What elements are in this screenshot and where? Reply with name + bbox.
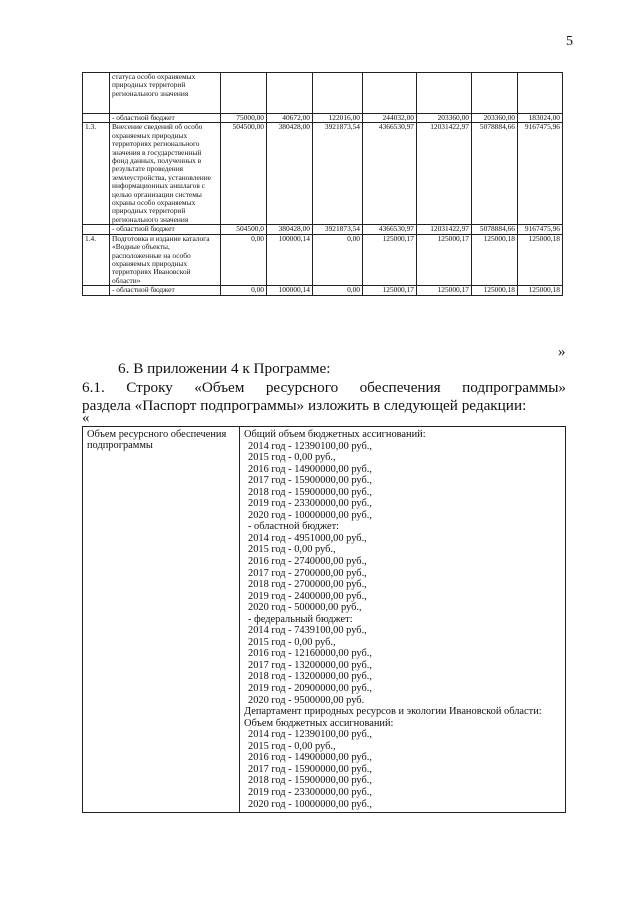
value-cell: 244032,00 bbox=[363, 114, 417, 123]
resource-values bbox=[240, 427, 566, 813]
resource-line: 2014 год - 4951000,00 руб., bbox=[248, 532, 367, 544]
value-cell: 122016,00 bbox=[313, 114, 363, 123]
resource-line: 2020 год - 500000,00 руб., bbox=[248, 602, 362, 614]
resource-line: 2019 год - 23300000,00 руб., bbox=[248, 498, 372, 510]
resource-line: 2019 год - 2400000,00 руб., bbox=[248, 590, 367, 602]
value-cell: 9167475,96 bbox=[518, 225, 563, 234]
paragraph-section-6-1-cont: раздела «Паспорт подпрограммы» изложить в следующей редакции: bbox=[82, 397, 527, 414]
value-cell bbox=[518, 73, 563, 114]
paragraph-section-6-1: 6.1. Строку «Объем ресурсного обеспечения подпрограммы» bbox=[82, 379, 566, 396]
value-cell: 0,00 bbox=[313, 234, 363, 285]
resource-line: 2014 год - 12390100,00 руб., bbox=[248, 729, 372, 741]
value-cell: 125000,17 bbox=[363, 286, 417, 295]
row-number: 1.4. bbox=[83, 234, 110, 285]
value-cell: 4366530,97 bbox=[363, 225, 417, 234]
resource-label: Объем ресурсного обеспечения подпрограммы bbox=[83, 427, 240, 813]
table-row bbox=[83, 123, 563, 225]
resource-line: 2016 год - 12160000,00 руб., bbox=[248, 648, 372, 660]
row-number bbox=[83, 73, 110, 114]
value-cell: 125000,17 bbox=[417, 286, 472, 295]
value-cell: 5078884,66 bbox=[472, 123, 518, 225]
resource-line: 2016 год - 2740000,00 руб., bbox=[248, 556, 367, 568]
resource-line: Общий объем бюджетных ассигнований: bbox=[244, 429, 426, 440]
resource-line: 2018 год - 15900000,00 руб., bbox=[248, 775, 372, 787]
opening-quote: « bbox=[82, 410, 90, 426]
value-cell: 0,00 bbox=[221, 286, 267, 295]
resource-line: 2015 год - 0,00 руб., bbox=[248, 544, 336, 556]
resource-line: 2018 год - 2700000,00 руб., bbox=[248, 579, 367, 591]
value-cell: 125000,17 bbox=[363, 234, 417, 285]
row-number bbox=[83, 286, 110, 295]
value-cell: 9167475,96 bbox=[518, 123, 563, 225]
value-cell: 125000,17 bbox=[417, 234, 472, 285]
row-name: - областной бюджет bbox=[110, 286, 221, 295]
row-name: статуса особо охраняемых природных территорий регионального значения bbox=[110, 73, 221, 114]
value-cell bbox=[363, 73, 417, 114]
resource-line: 2017 год - 15900000,00 руб., bbox=[248, 475, 372, 487]
value-cell bbox=[221, 73, 267, 114]
value-cell: 3921873,54 bbox=[313, 225, 363, 234]
value-cell: 12031422,97 bbox=[417, 225, 472, 234]
resource-table bbox=[82, 426, 566, 813]
resource-line: 2020 год - 9500000,00 руб. bbox=[248, 694, 365, 706]
resource-line: 2017 год - 13200000,00 руб., bbox=[248, 659, 372, 671]
resource-line: Объем бюджетных ассигнований: bbox=[244, 717, 394, 729]
value-cell: 12031422,97 bbox=[417, 123, 472, 225]
row-name: - областной бюджет bbox=[110, 114, 221, 123]
resource-line: 2016 год - 14900000,00 руб., bbox=[248, 752, 372, 764]
value-cell bbox=[472, 73, 518, 114]
value-cell: 380428,00 bbox=[267, 123, 313, 225]
value-cell bbox=[267, 73, 313, 114]
value-cell: 125000,18 bbox=[472, 234, 518, 285]
resource-line: 2020 год - 10000000,00 руб., bbox=[248, 509, 372, 521]
value-cell: 4366530,97 bbox=[363, 123, 417, 225]
value-cell bbox=[417, 73, 472, 114]
value-cell: 75000,00 bbox=[221, 114, 267, 123]
paragraph-section-6: 6. В приложении 4 к Программе: bbox=[118, 360, 331, 377]
value-cell: 5078884,66 bbox=[472, 225, 518, 234]
resource-line: Департамент природных ресурсов и экологии Ивановской области: bbox=[244, 706, 542, 718]
resource-line: 2019 год - 20900000,00 руб., bbox=[248, 683, 372, 695]
value-cell: 125000,18 bbox=[518, 234, 563, 285]
resource-line: 2020 год - 10000000,00 руб., bbox=[248, 798, 372, 810]
value-cell: 125000,18 bbox=[518, 286, 563, 295]
value-cell: 0,00 bbox=[313, 286, 363, 295]
resource-line: 2014 год - 12390100,00 руб., bbox=[248, 440, 372, 452]
row-name: - областной бюджет bbox=[110, 225, 221, 234]
resource-line: 2017 год - 2700000,00 руб., bbox=[248, 567, 367, 579]
value-cell: 3921873,54 bbox=[313, 123, 363, 225]
resource-line: 2016 год - 14900000,00 руб., bbox=[248, 463, 372, 475]
resource-line: - областной бюджет: bbox=[248, 521, 340, 533]
resource-line: 2014 год - 7439100,00 руб., bbox=[248, 625, 367, 637]
resource-row bbox=[83, 427, 566, 813]
table-row bbox=[83, 286, 563, 295]
resource-line: 2015 год - 0,00 руб., bbox=[248, 636, 336, 648]
value-cell: 380428,00 bbox=[267, 225, 313, 234]
table-row bbox=[83, 73, 563, 114]
resource-line: 2017 год - 15900000,00 руб., bbox=[248, 763, 372, 775]
value-cell: 40672,00 bbox=[267, 114, 313, 123]
row-number bbox=[83, 114, 110, 123]
resource-line: - федеральный бюджет: bbox=[248, 613, 353, 625]
value-cell: 203360,00 bbox=[472, 114, 518, 123]
value-cell: 100000,14 bbox=[267, 286, 313, 295]
value-cell: 125000,18 bbox=[472, 286, 518, 295]
row-number bbox=[83, 225, 110, 234]
value-cell: 183024,00 bbox=[518, 114, 563, 123]
funding-table bbox=[82, 72, 563, 296]
resource-line: 2015 год - 0,00 руб., bbox=[248, 452, 336, 464]
table-row bbox=[83, 225, 563, 234]
value-cell: 100000,14 bbox=[267, 234, 313, 285]
value-cell bbox=[313, 73, 363, 114]
value-cell: 504500,00 bbox=[221, 123, 267, 225]
value-cell: 504500,0 bbox=[221, 225, 267, 234]
row-name: Подготовка и издание каталога «Водные объекты, расположенные на особо охраняемых природных территориях Ивановской области» bbox=[110, 234, 221, 285]
resource-line: 2018 год - 13200000,00 руб., bbox=[248, 671, 372, 683]
row-number: 1.3. bbox=[83, 123, 110, 225]
table-row bbox=[83, 234, 563, 285]
value-cell: 203360,00 bbox=[417, 114, 472, 123]
resource-line: 2019 год - 23300000,00 руб., bbox=[248, 786, 372, 798]
value-cell: 0,00 bbox=[221, 234, 267, 285]
closing-quote: » bbox=[558, 344, 566, 360]
resource-line: 2015 год - 0,00 руб., bbox=[248, 740, 336, 752]
row-name: Внесение сведений об особо охраняемых природных территориях регионального значения в государственный фонд данных, полученных в результате проведения землеустройства, установление информационных аншлагов с целью организации системы охраны особо охраняемых природных территорий регионального значения bbox=[110, 123, 221, 225]
resource-line: 2018 год - 15900000,00 руб., bbox=[248, 486, 372, 498]
table-row bbox=[83, 114, 563, 123]
page-number: 5 bbox=[566, 34, 573, 49]
